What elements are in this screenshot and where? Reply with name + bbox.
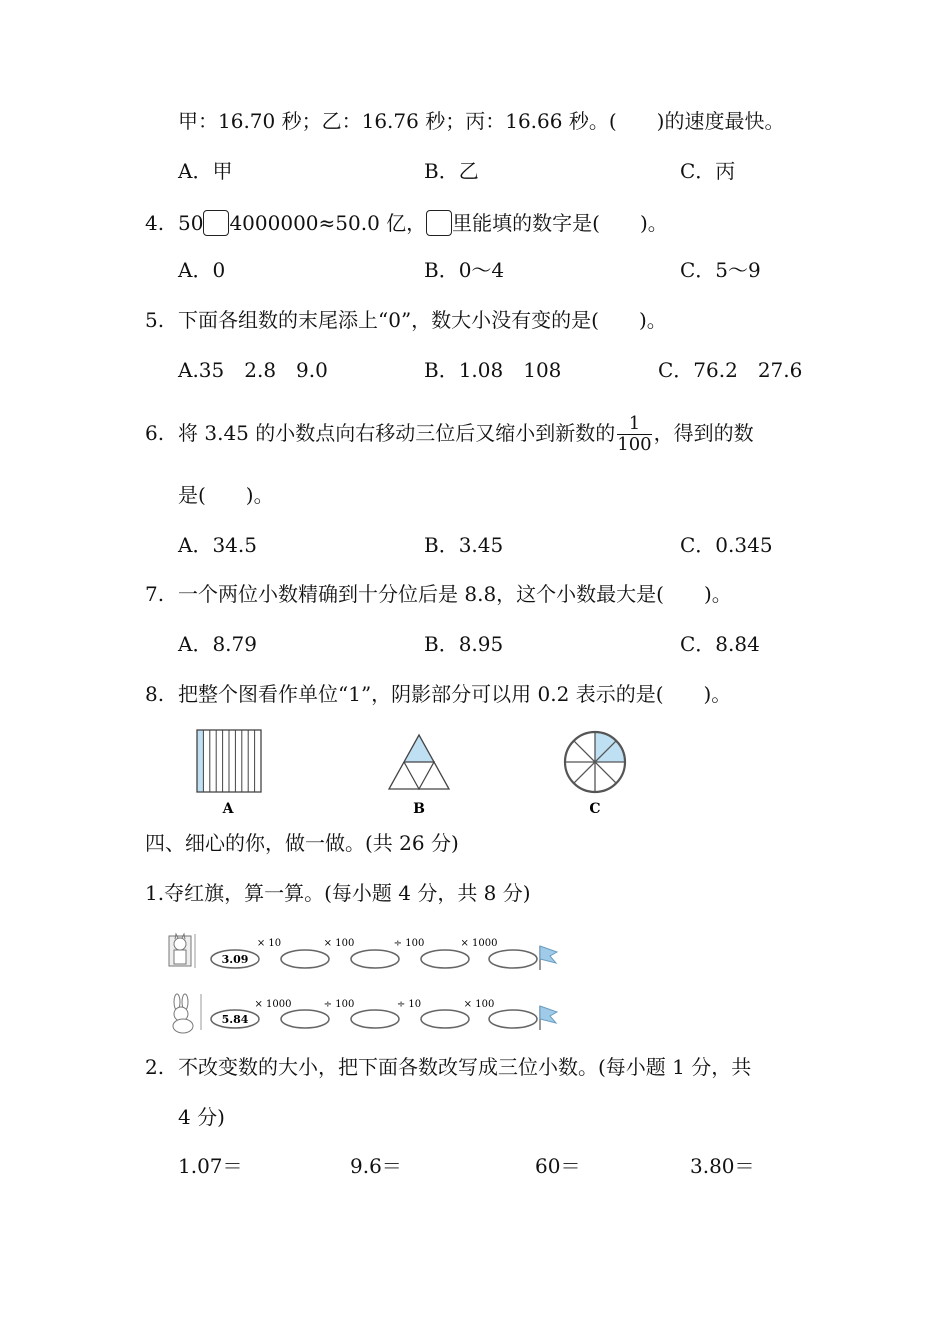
operator-label: × 100 xyxy=(463,999,495,1010)
q6-stem xyxy=(178,408,754,458)
q4-option-b: B．0～4 xyxy=(424,258,505,282)
q8-number: 8. xyxy=(145,682,165,706)
cat-icon xyxy=(169,934,195,968)
answer-oval[interactable] xyxy=(281,950,329,968)
part-2-stem: 不改变数的大小，把下面各数改写成三位小数。(每小题 1 分，共 xyxy=(178,1055,752,1079)
q5-option-c: C．76.2 27.6 xyxy=(658,358,803,382)
q4-stem-post: 里能填的数字是( )。 xyxy=(452,211,668,235)
q4-stem xyxy=(178,210,668,236)
answer-oval[interactable] xyxy=(421,1010,469,1028)
q5-option-b: B．1.08 108 xyxy=(424,358,562,382)
figure-a-shaded-strip xyxy=(197,730,204,792)
q4-stem-pre: 50 xyxy=(178,211,204,235)
q6-stem-line2: 是( )。 xyxy=(178,483,274,507)
flag-race-row-1 xyxy=(165,928,565,978)
answer-oval[interactable] xyxy=(281,1010,329,1028)
answer-oval[interactable] xyxy=(421,950,469,968)
q7-option-b: B．8.95 xyxy=(424,632,504,656)
q8-stem: 把整个图看作单位“1”，阴影部分可以用 0.2 表示的是( )。 xyxy=(178,682,732,706)
q6-number: 6. xyxy=(145,421,165,445)
q6-option-a: A．34.5 xyxy=(178,533,257,557)
q3-option-b: B．乙 xyxy=(424,159,479,183)
q6-stem-pre: 将 3.45 的小数点向右移动三位后又缩小到新数的 xyxy=(178,421,616,445)
q7-stem: 一个两位小数精确到十分位后是 8.8，这个小数最大是( )。 xyxy=(178,582,732,606)
figure-a-label: A xyxy=(222,801,234,817)
operator-label: ÷ 100 xyxy=(323,999,355,1010)
q4-stem-mid: 4000000≈50.0 亿， xyxy=(229,211,427,235)
q7-number: 7. xyxy=(145,582,165,606)
answer-oval[interactable] xyxy=(351,950,399,968)
flag-icon xyxy=(540,946,557,970)
start-value: 5.84 xyxy=(221,1013,249,1026)
q3-option-c: C．丙 xyxy=(680,159,736,183)
fraction-numerator: 1 xyxy=(617,414,651,435)
figure-b-label: B xyxy=(413,801,425,817)
operator-label: ÷ 100 xyxy=(393,938,425,949)
q5-option-a: A.35 2.8 9.0 xyxy=(178,358,328,382)
q7-option-c: C．8.84 xyxy=(680,632,760,656)
part-2-stem-line2: 4 分) xyxy=(178,1105,225,1129)
blank-box xyxy=(203,210,229,236)
figure-c-label: C xyxy=(589,801,601,817)
q7-option-a: A．8.79 xyxy=(178,632,257,656)
rewrite-item: 1.07＝ xyxy=(178,1154,243,1178)
start-value: 3.09 xyxy=(221,953,249,966)
q8-figures xyxy=(180,725,660,820)
figure-c-circle xyxy=(565,732,625,792)
figure-a-striped-rectangle xyxy=(197,730,261,792)
flag-race-row-2 xyxy=(165,990,565,1040)
rewrite-item: 60＝ xyxy=(535,1154,581,1178)
q3-option-a: A．甲 xyxy=(178,159,233,183)
answer-oval[interactable] xyxy=(351,1010,399,1028)
q3-stem: 甲：16.70 秒；乙：16.76 秒；丙：16.66 秒。( )的速度最快。 xyxy=(178,109,785,133)
operator-label: × 100 xyxy=(323,938,355,949)
answer-oval[interactable] xyxy=(489,1010,537,1028)
part-1-title: 1.夺红旗，算一算。(每小题 4 分，共 8 分) xyxy=(145,881,531,905)
q4-option-c: C．5～9 xyxy=(680,258,761,282)
q5-stem: 下面各组数的末尾添上“0”，数大小没有变的是( )。 xyxy=(178,308,667,332)
rewrite-item: 3.80＝ xyxy=(690,1154,755,1178)
rabbit-icon xyxy=(173,994,201,1033)
fraction xyxy=(617,414,651,455)
answer-oval[interactable] xyxy=(489,950,537,968)
part-2-number: 2. xyxy=(145,1055,165,1079)
q4-number: 4. xyxy=(145,211,165,235)
section-4-title: 四、细心的你，做一做。(共 26 分) xyxy=(145,831,459,855)
q4-option-a: A．0 xyxy=(178,258,226,282)
operator-label: × 1000 xyxy=(254,999,292,1010)
operator-label: × 10 xyxy=(256,938,282,949)
figure-b-triangle xyxy=(389,735,449,789)
blank-box xyxy=(426,210,452,236)
figure-b-shaded-triangle xyxy=(404,735,434,762)
fraction-denominator: 100 xyxy=(617,434,652,455)
q6-stem-post: ，得到的数 xyxy=(653,421,754,445)
rewrite-item: 9.6＝ xyxy=(350,1154,402,1178)
q5-number: 5. xyxy=(145,308,165,332)
flag-icon xyxy=(540,1006,557,1030)
operator-label: × 1000 xyxy=(460,938,498,949)
operator-label: ÷ 10 xyxy=(396,999,422,1010)
q6-option-c: C．0.345 xyxy=(680,533,773,557)
q6-option-b: B．3.45 xyxy=(424,533,504,557)
